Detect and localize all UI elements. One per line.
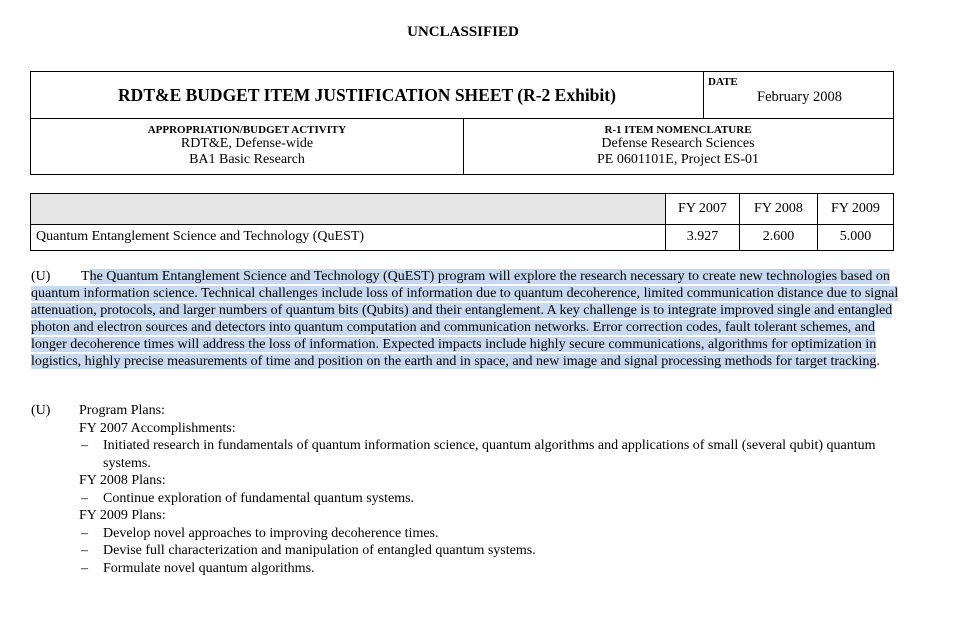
dash-bullet: – (81, 525, 88, 541)
header-box (30, 71, 894, 175)
fy2008-heading: FY 2008 Plans: (79, 473, 166, 488)
list-item-text: Devise full characterization and manipulation of entangled quantum systems. (103, 543, 536, 558)
nomenclature-line-1: Defense Research Sciences (601, 136, 755, 151)
funding-table-row (31, 224, 893, 250)
list-item (79, 525, 909, 543)
list-item-text: Initiated research in fundamentals of quantum information science, quantum algorithms and applications of small (several qubit) quantum systems. (103, 438, 876, 471)
description-end-punctuation: . (876, 354, 880, 369)
header-top-row (31, 72, 893, 119)
dash-bullet: – (81, 438, 88, 453)
date-label: DATE (708, 76, 738, 88)
year-header: FY 2009 (817, 194, 893, 224)
list-item (79, 542, 909, 560)
program-name: Quantum Entanglement Science and Technology (QuEST) (36, 229, 365, 244)
appropriation-line-1: RDT&E, Defense-wide (180, 136, 314, 151)
dash-bullet: – (81, 543, 88, 558)
appropriation-cell (31, 118, 464, 174)
funding-value: 3.927 (665, 224, 739, 250)
funding-value: 2.600 (739, 224, 817, 250)
sheet-title: RDT&E BUDGET ITEM JUSTIFICATION SHEET (R-2 Exhibit) (31, 72, 704, 118)
plans-heading: Program Plans: (79, 403, 165, 418)
list-item (79, 560, 909, 578)
list-item (79, 437, 909, 472)
selected-text-highlight[interactable]: he Quantum Entanglement Science and Technology (QuEST) program will explore the research necessary to create new technologies based on quantum information science. Technical challenges include loss of information due to quantum decoherence, limited communication distance due to signal attenuation, protocols, and larger numbers of quantum bits (Qubits) and their entanglement. A key challenge is to integrate improved single and entangled photon and electron sources and detectors into quantum computation and communication networks. Error correction codes, fault tolerant schemes, and longer decoherence times will address the loss of information. Expected impacts include highly secure communications, algorithms for optimization in logistics, highly precise measurements of time and position on the earth and in space, and new image and signal processing methods for target tracking (31, 269, 899, 369)
year-header: FY 2007 (665, 194, 739, 224)
fy2007-heading: FY 2007 Accomplishments: (79, 420, 236, 436)
funding-table-header-row (31, 194, 893, 225)
classification-marking: UNCLASSIFIED (407, 24, 519, 40)
list-item-text: Formulate novel quantum algorithms. (103, 560, 315, 576)
date-value: February 2008 (757, 89, 842, 105)
nomenclature-line-2: PE 0601101E, Project ES-01 (596, 152, 760, 167)
funding-table (30, 193, 894, 251)
list-item (79, 490, 909, 508)
dash-bullet: – (81, 560, 88, 576)
plans-unclassified-marker: (U) (31, 403, 51, 418)
description-unclassified-marker: (U) (31, 269, 51, 284)
nomenclature-cell (463, 118, 893, 174)
nomenclature-label: R-1 ITEM NOMENCLATURE (604, 124, 752, 136)
appropriation-label: APPROPRIATION/BUDGET ACTIVITY (147, 124, 347, 136)
appropriation-line-2: BA1 Basic Research (189, 152, 305, 167)
dash-bullet: – (81, 490, 88, 506)
plans-body (79, 402, 909, 577)
list-item-text: Continue exploration of fundamental quantum systems. (103, 490, 415, 506)
year-header: FY 2008 (739, 194, 817, 224)
header-bottom-row (31, 118, 893, 174)
description-first-letter[interactable]: T (81, 269, 90, 284)
funding-table-header-blank (31, 194, 665, 224)
funding-value: 5.000 (817, 224, 893, 250)
program-description[interactable] (31, 268, 901, 370)
list-item-text: Develop novel approaches to improving decoherence times. (103, 525, 439, 541)
fy2009-heading: FY 2009 Plans: (79, 508, 166, 523)
